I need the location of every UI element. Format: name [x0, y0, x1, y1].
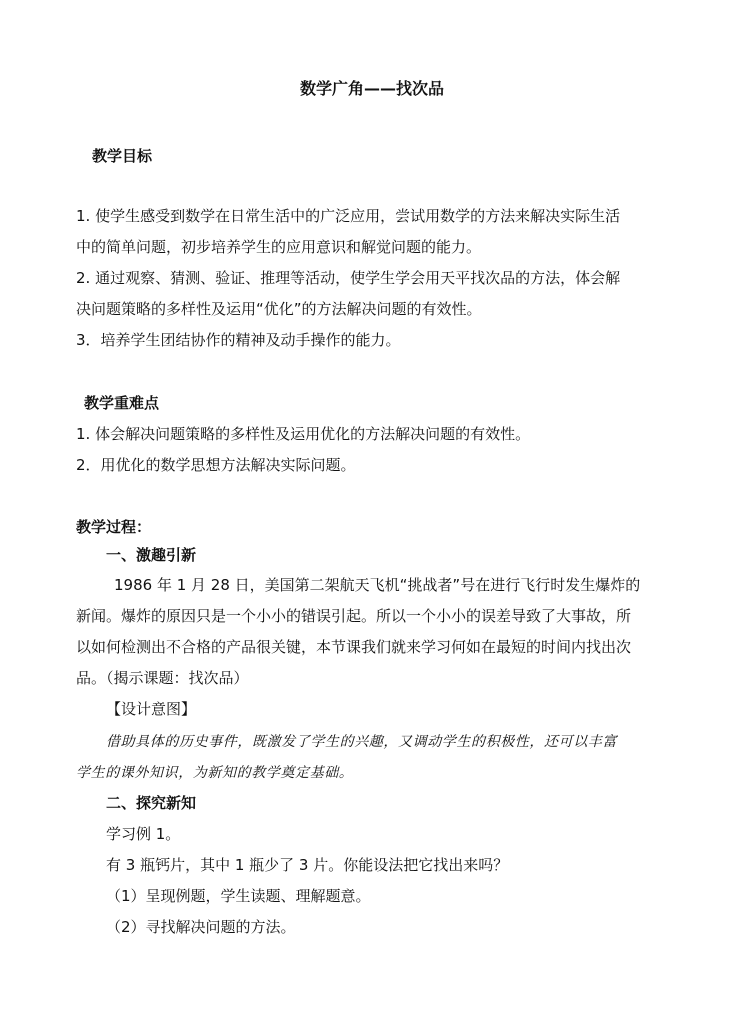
key-points-line: 2．用优化的数学思想方法解决实际问题。 [76, 456, 356, 474]
part1-line: 1986 年 1 月 28 日，美国第二架航天飞机“挑战者”号在进行飞行时发生爆炸的 [114, 576, 641, 594]
design-intent-label: 【设计意图】 [106, 700, 197, 718]
part2-line: 学习例 1。 [106, 825, 181, 843]
part2-line: 有 3 瓶钙片，其中 1 瓶少了 3 片。你能设法把它找出来吗？ [106, 856, 509, 874]
part1-line: 品。（揭示课题：找次品） [76, 669, 249, 687]
part2-line: （2）寻找解决问题的方法。 [106, 918, 296, 936]
key-points-heading: 教学重难点 [84, 394, 160, 412]
part1-line: 以如何检测出不合格的产品很关键，本节课我们就来学习何如在最短的时间内找出次 [76, 638, 632, 656]
key-points-line: 1. 体会解决问题策略的多样性及运用优化的方法解决问题的有效性。 [76, 425, 531, 443]
process-heading: 教学过程： [76, 518, 152, 536]
part2-heading: 二、探究新知 [106, 794, 197, 812]
part2-line: （1）呈现例题，学生读题、理解题意。 [106, 887, 371, 905]
goals-line: 1. 使学生感受到数学在日常生活中的广泛应用，尝试用数学的方法来解决实际生活 [76, 207, 621, 225]
goals-line: 决问题策略的多样性及运用“优化”的方法解决问题的有效性。 [76, 300, 482, 318]
goals-line: 3．培养学生团结协作的精神及动手操作的能力。 [76, 331, 401, 349]
goals-heading: 教学目标 [92, 147, 153, 165]
part1-line: 新闻。爆炸的原因只是一个小小的错误引起。所以一个小小的误差导致了大事故，所 [76, 607, 632, 625]
document-title: 数学广角——找次品 [299, 79, 444, 98]
part1-heading: 一、激趣引新 [106, 546, 197, 564]
goals-line: 中的简单问题，初步培养学生的应用意识和解觉问题的能力。 [76, 238, 482, 256]
design-intent-line: 借助具体的历史事件，既激发了学生的兴趣，又调动学生的积极性，还可以丰富 [106, 734, 617, 750]
design-intent-line: 学生的课外知识，为新知的教学奠定基础。 [76, 765, 354, 781]
goals-line: 2. 通过观察、猜测、验证、推理等活动，使学生学会用天平找次品的方法，体会解 [76, 269, 621, 287]
